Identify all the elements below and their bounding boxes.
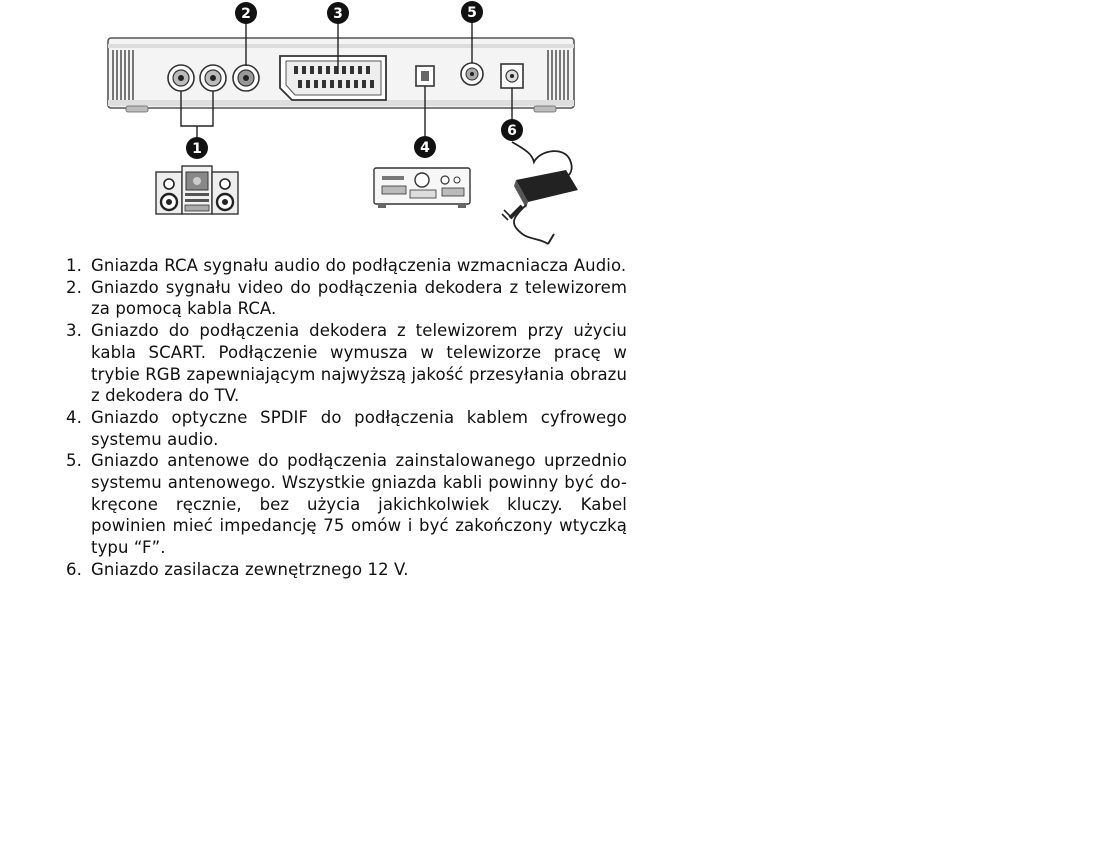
- power-adapter-icon: [502, 142, 578, 244]
- legend-text: Gniazdo zasilacza zewnętrznego 12 V.: [91, 559, 409, 579]
- callout-marker-1: [186, 137, 208, 159]
- callout-marker-6: [501, 119, 523, 141]
- svg-text:6: 6: [507, 123, 517, 139]
- legend-text: Gniazdo optyczne SPDIF do podłączenia kablem cyfrowego systemu audio.: [91, 407, 627, 449]
- legend-item-1: [66, 255, 627, 277]
- connection-diagram: [96, 0, 596, 252]
- callout-marker-4: [414, 136, 436, 158]
- scart-connector-icon: [280, 56, 386, 100]
- legend-number: 4.: [66, 407, 82, 427]
- legend-item-4: [66, 407, 627, 450]
- rca-video-jack-icon: [233, 65, 259, 91]
- legend-text: Gniazda RCA sygnału audio do podłączenia wzmacniacza Audio.: [91, 256, 627, 275]
- legend-text: Gniazdo antenowe do podłączenia zainstalowanego uprzednio systemu antenowego. Wszystkie gniazda kabli powinny być do-kręcone ręcznie, bez użycia jakichkolwiek kluczy. Kabel powinien mieć impedancję 75 omów i być zakończony wtyczką typu “F”.: [91, 451, 627, 558]
- legend-text: Gniazdo sygnału video do podłączenia dekodera z telewizorem za pomocą kabla RCA.: [91, 277, 627, 319]
- legend-item-3: [66, 320, 627, 407]
- legend-number: 6.: [66, 559, 82, 579]
- power-socket-icon: [501, 64, 523, 88]
- svg-text:5: 5: [467, 5, 477, 21]
- legend-number: 3.: [66, 321, 82, 341]
- spdif-optical-port-icon: [416, 66, 434, 86]
- antenna-f-socket-icon: [461, 63, 483, 85]
- audio-amplifier-icon: [374, 168, 470, 208]
- rca-audio-jack-left-icon: [168, 65, 194, 91]
- legend-item-2: [66, 277, 627, 320]
- callout-marker-2: [235, 2, 257, 24]
- legend-number: 2.: [66, 277, 82, 297]
- legend-number: 5.: [66, 451, 82, 471]
- legend-item-6: [66, 559, 627, 581]
- svg-text:3: 3: [333, 6, 343, 22]
- connector-legend: [66, 255, 627, 581]
- callout-marker-3: [327, 2, 349, 24]
- callout-marker-5: [461, 1, 483, 23]
- svg-text:4: 4: [420, 140, 430, 156]
- svg-text:1: 1: [192, 141, 202, 157]
- legend-text: Gniazdo do podłączenia dekodera z telewizorem przy użyciu kabla SCART. Podłączenie wymusza w telewizorze pracę w trybie RGB zapewniającym najwyższą jakość przesyłania obrazu z dekodera do TV.: [91, 321, 627, 406]
- decoder-rear-panel: [108, 38, 574, 112]
- rca-audio-jack-right-icon: [200, 65, 226, 91]
- legend-number: 1.: [66, 256, 82, 275]
- legend-item-5: [66, 450, 627, 559]
- svg-text:2: 2: [241, 6, 251, 22]
- stereo-system-icon: [156, 166, 238, 214]
